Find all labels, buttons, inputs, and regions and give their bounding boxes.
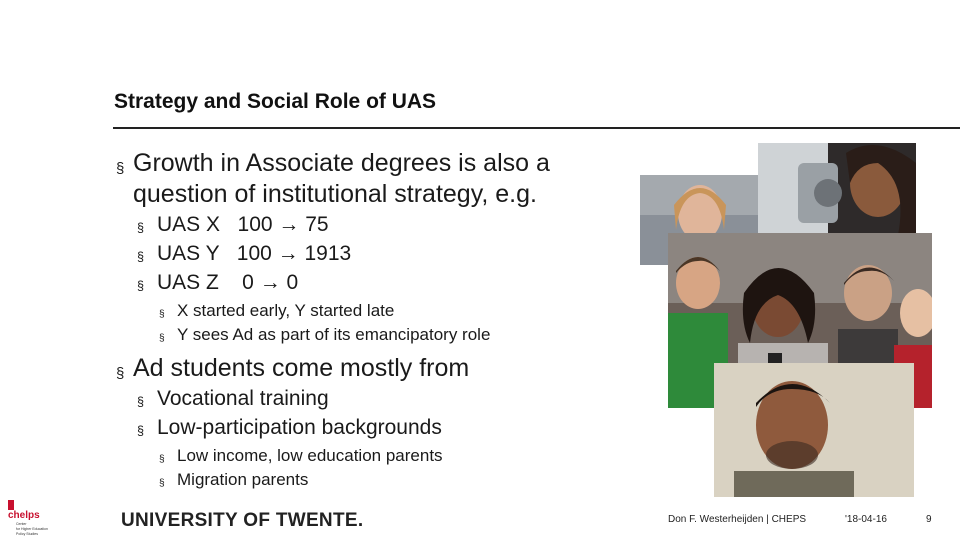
footer-date: '18-04-16 [845,514,887,525]
bullet-level3: § X started early, Y started late [159,301,395,320]
bullet-level3: § Migration parents [159,470,309,489]
footer-author: Don F. Westerheijden | CHEPS [668,514,807,525]
bullet-level1: § Ad students come mostly from [116,354,470,383]
footer-page-number: 9 [926,514,932,525]
man-portrait-photo [714,363,914,497]
svg-text:chelps: chelps [8,510,40,521]
bullet-level2: § UAS Y 100 → 1913 [137,242,352,265]
photo-collage [640,143,936,499]
bullet-level1: § Growth in Associate degrees is also a question of institutional strategy, e.g. [116,149,550,208]
cheps-logo [8,500,48,540]
bullet-level2: § Low-participation backgrounds [137,416,442,439]
svg-text:for Higher Education: for Higher Education [16,527,48,531]
svg-text:Center: Center [16,522,27,526]
bullet-list [116,148,636,492]
bullet-level2: § UAS X 100 → 75 [137,213,329,236]
svg-text:Policy Studies: Policy Studies [16,532,38,536]
title-rule [113,127,960,129]
bullet-level2: § UAS Z 0 → 0 [137,271,299,294]
bullet-level3: § Y sees Ad as part of its emancipatory role [159,325,491,344]
university-of-twente-logo: UNIVERSITY OF TWENTE. [121,510,364,531]
bullet-level2: § Vocational training [137,387,329,410]
student-microscope-photo [758,143,916,235]
slide-title: Strategy and Social Role of UAS [114,90,437,113]
bullet-level3: § Low income, low education parents [159,446,443,465]
